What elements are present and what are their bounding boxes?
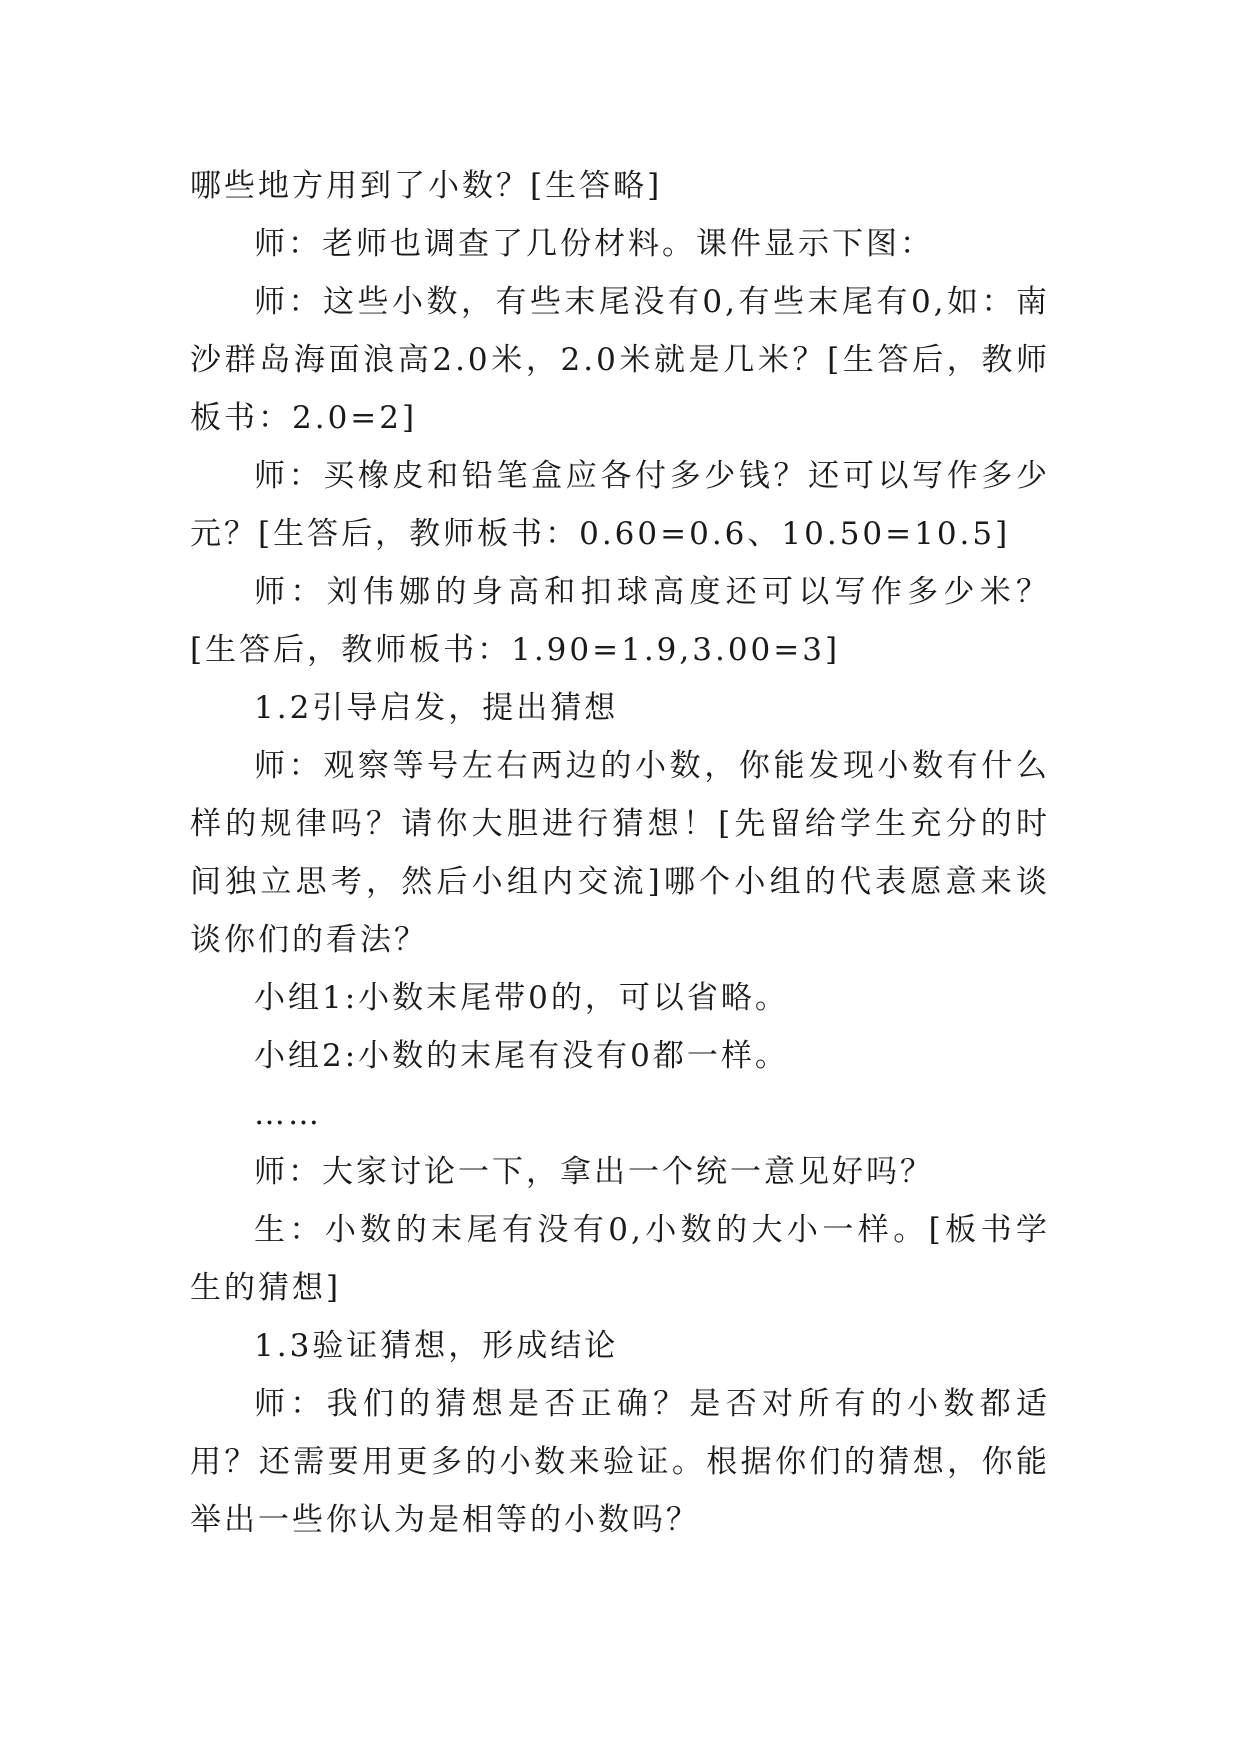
paragraph: 师：观察等号左右两边的小数，你能发现小数有什么样的规律吗？请你大胆进行猜想！[先留给学生充分的时间独立思考，然后小组内交流]哪个小组的代表愿意来谈谈你们的看法？ [190, 748, 1050, 958]
section-heading: 1.3验证猜想，形成结论 [254, 1328, 619, 1364]
paragraph: 师：买橡皮和铅笔盒应各付多少钱？还可以写作多少元？[生答后，教师板书：0.60=0.6、10.50=10.5] [190, 458, 1050, 552]
paragraph: 哪些地方用到了小数？[生答略] [190, 168, 663, 204]
paragraph: 师：这些小数，有些末尾没有0,有些末尾有0,如：南沙群岛海面浪高2.0米，2.0米就是几米？[生答后，教师板书：2.0=2] [190, 284, 1050, 436]
paragraph: 师：刘伟娜的身高和扣球高度还可以写作多少米？[生答后，教师板书：1.90=1.9,3.00=3] [190, 574, 1050, 668]
paragraph: 师：我们的猜想是否正确？是否对所有的小数都适用？还需要用更多的小数来验证。根据你们的猜想，你能举出一些你认为是相等的小数吗？ [190, 1386, 1050, 1538]
paragraph: 生：小数的末尾有没有0,小数的大小一样。[板书学生的猜想] [190, 1212, 1050, 1306]
ellipsis-line: …… [254, 1096, 322, 1132]
paragraph: 小组2:小数的末尾有没有0都一样。 [254, 1038, 789, 1074]
section-heading: 1.2引导启发，提出猜想 [254, 690, 619, 726]
paragraph: 小组1:小数末尾带0的，可以省略。 [254, 980, 789, 1016]
paragraph: 师：老师也调查了几份材料。课件显示下图： [254, 226, 934, 262]
document-body [190, 157, 1050, 1549]
paragraph: 师：大家讨论一下，拿出一个统一意见好吗？ [254, 1154, 934, 1190]
